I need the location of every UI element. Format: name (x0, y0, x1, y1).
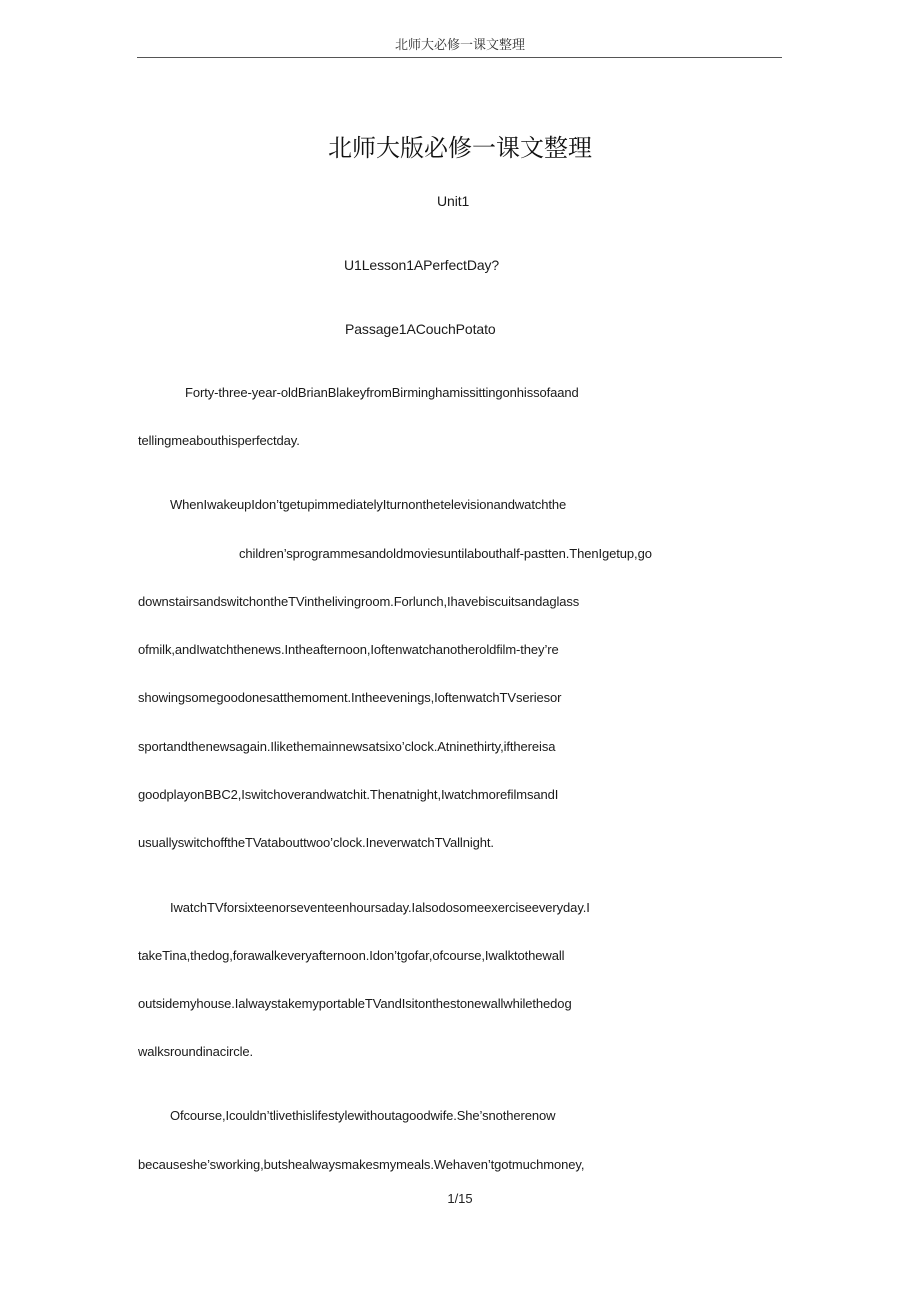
header-divider (137, 57, 782, 58)
text-line: Forty-three-year-oldBrianBlakeyfromBirminghamissittingonhissofaand (185, 385, 579, 400)
text-line: ofmilk,andIwatchthenews.Intheafternoon,Ioftenwatchanotheroldfilm-they’re (138, 642, 559, 657)
text-line: children’sprogrammesandoldmoviesuntilabouthalf-pastten.ThenIgetup,go (239, 546, 652, 561)
passage-heading: Passage1ACouchPotato (345, 321, 496, 337)
text-line: goodplayonBBC2,Iswitchoverandwatchit.Thenatnight,IwatchmorefilmsandI (138, 787, 559, 802)
unit-heading: Unit1 (437, 193, 470, 209)
text-line: tellingmeabouthisperfectday. (138, 433, 300, 448)
text-line: becauseshe’sworking,butshealwaysmakesmymeals.Wehaven’tgotmuchmoney, (138, 1157, 585, 1172)
text-line: usuallyswitchofftheTVatabouttwoo’clock.IneverwatchTVallnight. (138, 835, 494, 850)
text-line: IwatchTVforsixteenorseventeenhoursaday.Ialsodosomeexerciseeveryday.I (170, 900, 590, 915)
lesson-heading: U1Lesson1APerfectDay? (344, 257, 500, 273)
page-number: 1/15 (447, 1191, 473, 1206)
text-line: outsidemyhouse.IalwaystakemyportableTVandIsitonthestonewallwhilethedog (138, 996, 572, 1011)
text-line: takeTina,thedog,forawalkeveryafternoon.Idon’tgofar,ofcourse,Iwalktothewall (138, 948, 565, 963)
text-line: showingsomegoodonesatthemoment.Intheevenings,IoftenwatchTVseriesor (138, 690, 562, 705)
text-line: downstairsandswitchontheTVinthelivingroom.Forlunch,Ihavebiscuitsandaglass (138, 594, 580, 609)
running-header: 北师大必修一课文整理 (394, 38, 525, 53)
text-line: sportandthenewsagain.Ilikethemainnewsatsixo’clock.Atninethirty,ifthereisa (138, 739, 556, 754)
text-line: Ofcourse,Icouldn’tlivethislifestylewithoutagoodwife.She’snotherenow (170, 1108, 556, 1123)
document-title: 北师大版必修一课文整理 (328, 134, 592, 162)
text-line: walksroundinacircle. (138, 1044, 254, 1059)
text-line: WhenIwakeupIdon’tgetupimmediatelyIturnonthetelevisionandwatchthe (170, 497, 567, 512)
